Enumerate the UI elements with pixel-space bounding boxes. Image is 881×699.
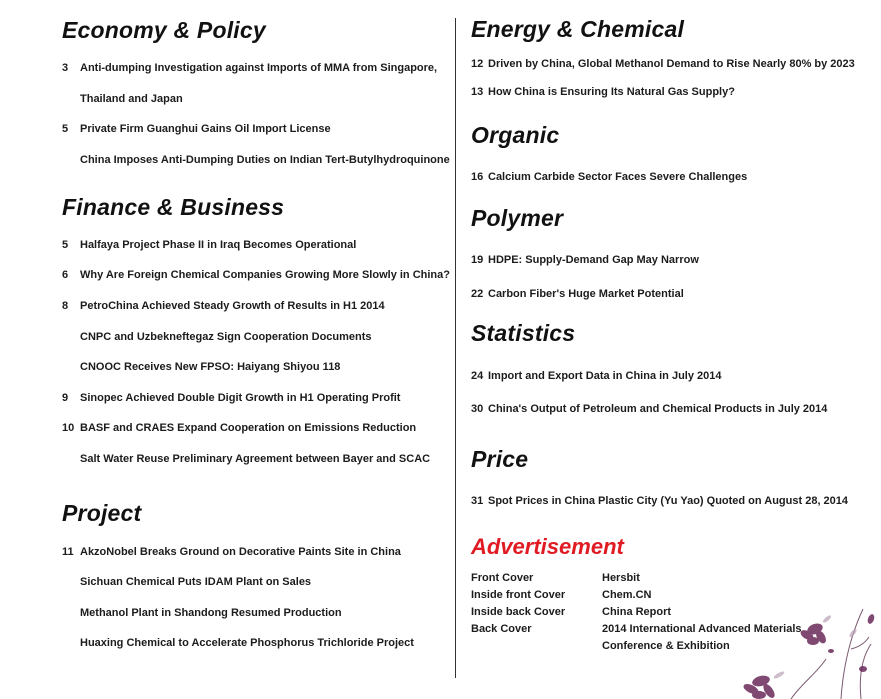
headline: China's Output of Petroleum and Chemical Products in July 2014 [488,403,828,415]
ad-advertiser: 2014 International Advanced Materials [602,623,802,635]
toc-item[interactable] [62,576,311,588]
toc-item[interactable] [62,269,450,281]
page-number: 31 [471,495,484,507]
section-title-polymer: Polymer [471,205,564,231]
headline: China Imposes Anti-Dumping Duties on Indian Tert-Butylhydroquinone [80,154,450,166]
toc-item[interactable] [62,93,183,105]
toc-item[interactable] [62,637,414,649]
page-number: 5 [62,239,69,251]
headline: PetroChina Achieved Steady Growth of Results in H1 2014 [80,300,385,312]
section-title-economy: Economy & Policy [62,17,266,43]
headline: Why Are Foreign Chemical Companies Growing More Slowly in China? [80,269,450,281]
headline: Carbon Fiber's Huge Market Potential [488,288,684,300]
toc-item[interactable] [62,62,437,74]
page-number: 10 [62,422,75,434]
toc-item[interactable] [471,171,747,183]
toc-item[interactable] [471,403,827,415]
toc-item[interactable] [62,331,372,343]
toc-item[interactable] [62,607,342,619]
headline: BASF and CRAES Expand Cooperation on Emissions Reduction [80,422,417,434]
headline: Anti-dumping Investigation against Imports of MMA from Singapore, [80,62,438,74]
toc-item[interactable] [471,86,735,98]
toc-item[interactable] [62,546,401,558]
headline: How China is Ensuring Its Natural Gas Supply? [488,86,735,98]
section-title-project: Project [62,500,142,526]
ad-advertiser: Hersbit [602,572,640,584]
page-number: 19 [471,254,484,266]
headline: Spot Prices in China Plastic City (Yu Yao) Quoted on August 28, 2014 [488,495,849,507]
headline: Driven by China, Global Methanol Demand to Rise Nearly 80% by 2023 [488,58,855,70]
toc-item[interactable] [62,239,356,251]
page-number: 3 [62,62,69,74]
page-number: 22 [471,288,484,300]
toc-item[interactable] [62,453,430,465]
toc-item[interactable] [62,123,331,135]
page-number: 16 [471,171,484,183]
page-number: 9 [62,392,69,404]
ad-advertiser: China Report [602,606,672,618]
ad-advertiser: Conference & Exhibition [602,640,730,652]
toc-item[interactable] [471,370,722,382]
section-title-finance: Finance & Business [62,194,285,220]
page-number: 13 [471,86,484,98]
headline: Private Firm Guanghui Gains Oil Import License [80,123,331,135]
section-title-advertisement: Advertisement [471,534,624,559]
section-title-statistics: Statistics [471,320,576,346]
headline: Salt Water Reuse Preliminary Agreement between Bayer and SCAC [80,453,431,465]
headline: HDPE: Supply-Demand Gap May Narrow [488,254,699,266]
headline: Calcium Carbide Sector Faces Severe Challenges [488,171,748,183]
headline: Import and Export Data in China in July 2014 [488,370,722,382]
section-title-price: Price [471,446,529,472]
ad-position-label: Front Cover [471,572,534,584]
toc-item[interactable] [471,58,855,70]
column-divider [455,18,456,678]
headline: Halfaya Project Phase II in Iraq Becomes Operational [80,239,357,251]
headline: Thailand and Japan [80,93,183,105]
ad-advertiser: Chem.CN [602,589,652,601]
toc-item[interactable] [62,154,450,166]
toc-item[interactable] [62,422,416,434]
toc-item[interactable] [471,495,848,507]
page-number: 12 [471,58,484,70]
section-title-energy: Energy & Chemical [471,16,685,42]
headline: CNOOC Receives New FPSO: Haiyang Shiyou 118 [80,361,341,373]
headline: AkzoNobel Breaks Ground on Decorative Paints Site in China [80,546,401,558]
page-number: 6 [62,269,69,281]
page-number: 8 [62,300,69,312]
headline: Sinopec Achieved Double Digit Growth in H1 Operating Profit [80,392,401,404]
headline: Huaxing Chemical to Accelerate Phosphorus Trichloride Project [80,637,414,649]
toc-item[interactable] [62,300,385,312]
page-number: 11 [62,546,74,558]
headline: Sichuan Chemical Puts IDAM Plant on Sales [80,576,312,588]
ad-position-label: Back Cover [471,623,532,635]
flower-decoration-icon [731,589,881,699]
toc-item[interactable] [471,288,684,300]
toc-item[interactable] [471,254,699,266]
headline: CNPC and Uzbekneftegaz Sign Cooperation Documents [80,331,372,343]
ad-position-label: Inside front Cover [471,589,566,601]
section-title-organic: Organic [471,122,560,148]
toc-item[interactable] [62,392,400,404]
page-number: 30 [471,403,484,415]
ad-position-label: Inside back Cover [471,606,566,618]
headline: Methanol Plant in Shandong Resumed Production [80,607,342,619]
toc-item[interactable] [62,361,340,373]
page-number: 24 [471,370,484,382]
page-number: 5 [62,123,69,135]
